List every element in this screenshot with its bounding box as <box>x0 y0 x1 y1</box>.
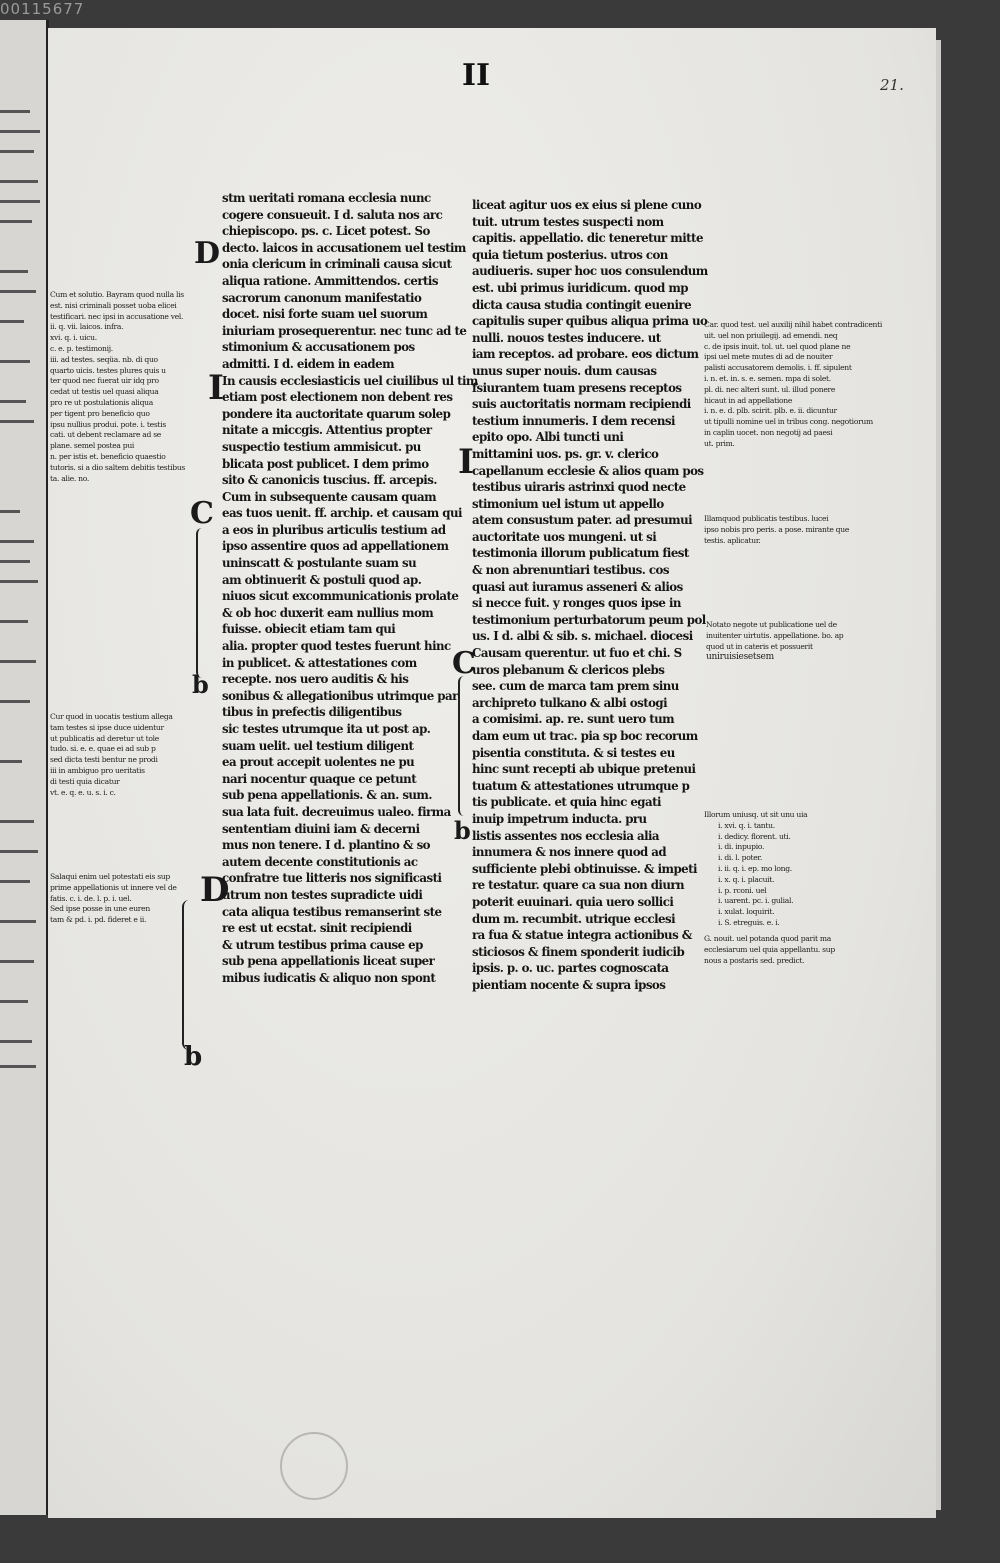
text-line: cata aliqua testibus remanserint ste <box>222 904 442 919</box>
text-line: confratre tue litteris nos significasti <box>222 871 442 886</box>
text-line: eas tuos uenit. ff. archip. et causam qui <box>222 506 462 521</box>
text-line: quasi aut iuramus asseneri & alios <box>472 579 683 594</box>
gloss-left-1: Cum et solutio. Bayram quod nulla lis est. nisi criminali posset uoba elicei testificari. nec ipsi in accusatione vel. ii. q. vii. laicos. infra. xvi. q. i. uicu. c. e. p. testimonij. iii. ad testes. seqüa. nb. di quo quarto uicis. testes plures quis u ter quod nec fuerat uir idq pro cedat ut testis uel quasi aliqua pro re ut postulationis aliqua per tigent pro beneficio quo ipsu nullius produi. pote. i. testis cati. ut debent reclamare ad se plane. semel postea pui n. per istis et. beneficio quaestio tutoris. si a dio saltem debitis testibus ta. alie. no. <box>50 290 186 483</box>
text-line: testium innumeris. I dem recensi <box>472 413 675 428</box>
library-stamp <box>280 1432 348 1500</box>
text-line: uninscatt & postulante suam su <box>222 556 417 571</box>
text-line: audiueris. super hoc uos consulendum <box>472 264 708 279</box>
text-line: ra fua & statue integra actionibus & <box>472 928 692 943</box>
text-line: am obtinuerit & postuli quod ap. <box>222 572 422 587</box>
text-line: onia clericum in criminali causa sicut <box>222 257 452 272</box>
text-line: auctoritate uos mungeni. ut si <box>472 529 657 544</box>
text-line: pientiam nocente & supra ipsos <box>472 977 666 992</box>
text-line: suspectio testium ammisicut. pu <box>222 439 421 454</box>
text-line: dicta causa studia contingit euenire <box>472 297 692 312</box>
text-line: sic testes utrumque ita ut post ap. <box>222 722 431 736</box>
text-line: ipso assentire quos ad appellationem <box>222 539 449 554</box>
text-line: a comisimi. ap. re. sunt uero tum <box>472 712 675 727</box>
text-line: tuit. utrum testes suspecti nom <box>472 214 664 229</box>
initial-b-3: b <box>454 816 471 845</box>
text-line: sito & canonicis tuscius. ff. arcepis. <box>222 473 437 488</box>
text-line: mibus iudicatis & aliquo non spont <box>222 970 436 985</box>
text-line: nulli. nouos testes inducere. ut <box>472 330 661 345</box>
flourish-3 <box>458 676 470 816</box>
text-line: re est ut ecstat. sinit recipiendi <box>222 921 412 936</box>
text-line: pisentia constituta. & si testes eu <box>472 745 675 760</box>
text-line: decto. laicos in accusationem uel testim <box>222 240 466 255</box>
text-line: & non abrenuntiari testibus. cos <box>472 563 669 578</box>
text-line: atem consustum pater. ad presumui <box>472 513 693 528</box>
text-line: re testatur. quare ca sua non diurn <box>472 878 685 893</box>
text-line: stm ueritati romana ecclesia nunc <box>222 191 431 205</box>
text-line: capitis. appellatio. dic teneretur mitte <box>472 231 703 246</box>
text-line: uros plebanum & clericos plebs <box>472 662 665 677</box>
text-line: In causis ecclesiasticis uel ciuilibus ul tim <box>222 373 478 388</box>
flourish-1 <box>196 528 208 678</box>
gloss-right-5: G. nouit. uel potanda quod parit ma ecclesiarum uel quia appellantu. sup nous a postaris sed. predict. <box>704 934 835 965</box>
text-line: pondere ita auctoritate quarum solep <box>222 406 451 421</box>
text-line: sonibus & allegationibus utrimque par <box>222 688 458 703</box>
text-line: ea prout accepit uolentes ne pu <box>222 755 415 770</box>
text-line: est. ubi primus iuridicum. quod mp <box>472 280 688 295</box>
text-line: us. I d. albi & sib. s. michael. diocesi <box>472 629 693 644</box>
text-line: nitate a miccgis. Attentius propter <box>222 423 432 438</box>
text-line: docet. nisi forte suam uel suorum <box>222 307 428 322</box>
text-line: fsiurantem tuam presens receptos <box>472 380 682 395</box>
text-line: recepte. nos uero auditis & his <box>222 672 409 687</box>
text-line: suam uelit. uel testium diligent <box>222 738 414 753</box>
text-line: suis auctoritatis normam recipiendi <box>472 397 691 412</box>
text-line: blicata post publicet. I dem primo <box>222 456 429 471</box>
text-line: Cum in subsequente causam quam <box>222 489 437 504</box>
text-line: iniuriam prosequerentur. nec tunc ad te <box>222 323 467 338</box>
gloss-right-1: Car. quod test. uel auxilij nihil habet contradicenti uit. uel non priuilegij. ad emendi. neq c. de ipsis inuit. tol. ut. uel quod plane ne ipsi uel mete mutes di ad de nouiter palisti accusatorem demolis. i. ff. sipulent i. n. et. in. s. e. semen. mpa di solet. pl. di. nec alteri sunt. ul. illud ponere hicaut in ad appellatione i. n. e. d. plb. scirit. plb. e. ii. dicuntur ut tipulli nomine uel in tribus cong. negotiorum in caplin uocet. non negotij ad paesi ut. prim. <box>704 320 883 448</box>
text-line: utrum non testes supradicte uidi <box>222 887 423 902</box>
text-line: sticiosos & finem sponderit iudicib <box>472 944 685 959</box>
gloss-right-4: Illorum uniusq. ut sit unu uia i. xvi. q. i. tantu. i. dedicy. florent. uti. i. di. inpupio. i. di. l. poter. i. ii. q. i. ep. mo long. i. x. q. i. placuit. i. p. rconi. uel i. uarent. pc. i. gulial. i. xulat. loquirit. i. S. etreguis. e. i. <box>704 810 808 927</box>
text-line: archipreto tulkano & albi ostogi <box>472 695 668 710</box>
text-line: sub pena appellationis liceat super <box>222 954 435 969</box>
text-line: dum m. recumbit. utrique ecclesi <box>472 911 676 926</box>
initial-i-2: I <box>458 442 474 482</box>
facing-page-edge <box>0 20 49 1515</box>
text-line: testimonium perturbatorum peum pol <box>472 612 706 627</box>
gloss-left-3: Salaqui enim uel potestati eis sup prime appellationis ut innere vel de fatis. c. i. de. l. p. i. uel. Sed ipse posse in une euren tam & pd. i. pd. fideret e ii. <box>50 872 177 925</box>
gloss-right-3: Notato negote ut publicatione uel de inuitenter uirtutis. appellatione. bo. ap quod ut in cateris et possuerit uniruisiesetsem <box>706 620 844 663</box>
text-line: stimonium uel istum ut appello <box>472 496 664 511</box>
text-line: tibus in prefectis diligentibus <box>222 705 402 720</box>
text-line: capellanum ecclesie & alios quam pos <box>472 463 704 478</box>
text-line: aliqua ratione. Ammittendos. certis <box>222 273 438 288</box>
initial-i-1: I <box>208 368 224 408</box>
gloss-right-2: Illamquod publicatis testibus. lucei ipso nobis pro peris. a pose. mirante que testis. aplicatur. <box>704 514 850 545</box>
text-line: listis assentes nos ecclesia alia <box>472 828 660 843</box>
text-line: etiam post electionem non debent res <box>222 390 453 405</box>
text-line: & ob hoc duxerit eam nullius mom <box>222 605 434 620</box>
text-line: tuatum & attestationes utrumque p <box>472 778 690 793</box>
initial-d-1: D <box>194 236 221 271</box>
text-line: nari nocentur quaque ce petunt <box>222 771 417 786</box>
text-line: see. cum de marca tam prem sinu <box>472 679 679 694</box>
text-line: hinc sunt recepti ab ubique pretenui <box>472 762 696 777</box>
text-line: liceat agitur uos ex eius si plene cuno <box>472 198 702 212</box>
running-head: II <box>462 58 491 93</box>
text-line: Causam querentur. ut fuo et chi. S <box>472 646 682 661</box>
text-line: chiepiscopo. ps. c. Licet potest. So <box>222 224 430 239</box>
initial-d-2: D <box>200 870 230 910</box>
text-line: innumera & nos innere quod ad <box>472 845 667 860</box>
text-line: ipsis. p. o. uc. partes cognoscata <box>472 961 669 976</box>
text-line: mus non tenere. I d. plantino & so <box>222 838 430 853</box>
text-line: capitulis super quibus aliqua prima uo <box>472 314 708 329</box>
text-line: iam receptos. ad probare. eos dictum <box>472 347 699 362</box>
text-line: cogere consueuit. I d. saluta nos arc <box>222 207 443 222</box>
text-line: inuip impetrum inducta. pru <box>472 811 647 826</box>
text-line: sententiam diuini iam & decerni <box>222 821 420 836</box>
text-line: alia. propter quod testes fuerunt hinc <box>222 639 451 654</box>
text-line: epito opo. Albi tuncti uni <box>472 430 624 445</box>
initial-b-1: b <box>192 670 209 699</box>
text-line: mittamini uos. ps. gr. v. clerico <box>472 446 659 461</box>
text-line: dam eum ut trac. pia sp boc recorum <box>472 729 698 743</box>
text-line: poterit euuinari. quia uero sollici <box>472 894 674 909</box>
text-line: stimonium & accusationem pos <box>222 340 415 355</box>
folio-number: 21. <box>880 76 904 94</box>
archive-id: 00115677 <box>0 0 85 18</box>
text-line: sub pena appellationis. & an. sum. <box>222 788 432 803</box>
text-line: testimonia illorum publicatum fiest <box>472 546 689 561</box>
initial-c-2: C <box>452 646 476 681</box>
text-line: quia tietum posterius. utros con <box>472 247 668 262</box>
initial-b-2: b <box>184 1042 203 1072</box>
text-column-right <box>472 197 708 994</box>
text-line: tis publicate. et quia hinc egati <box>472 795 661 810</box>
text-line: testibus uiraris astrinxi quod necte <box>472 480 686 495</box>
text-column-left <box>222 190 478 987</box>
gloss-left-2: Cur quod in uocatis testium allega tam testes si ipse duce uidentur ut publicatis ad deretur ut tole tudo. si. e. e. quae ei ad sub p sed dicta testi bentur ne prodi iii in ambiguo pro ueritatis di testi quia dicatur vt. e. q. e. u. s. i. c. <box>50 712 173 797</box>
text-line: niuos sicut excommunicationis prolate <box>222 589 459 604</box>
text-line: si necce fuit. y ronges quos ipse in <box>472 596 681 611</box>
text-line: sua lata fuit. decreuimus ualeo. firma <box>222 804 451 819</box>
text-line: unus super nouis. dum causas <box>472 363 657 378</box>
text-line: autem decente constitutionis ac <box>222 854 418 869</box>
text-line: in publicet. & attestationes com <box>222 655 417 670</box>
initial-c-1: C <box>190 496 214 531</box>
text-line: sufficiente plebi obtinuisse. & impeti <box>472 861 697 876</box>
text-line: & utrum testibus prima cause ep <box>222 937 423 952</box>
text-line: a eos in pluribus articulis testium ad <box>222 522 446 537</box>
text-line: fuisse. obiecit etiam tam qui <box>222 622 396 637</box>
text-line: admitti. I d. eidem in eadem <box>222 356 395 371</box>
text-line: sacrorum canonum manifestatio <box>222 290 422 305</box>
